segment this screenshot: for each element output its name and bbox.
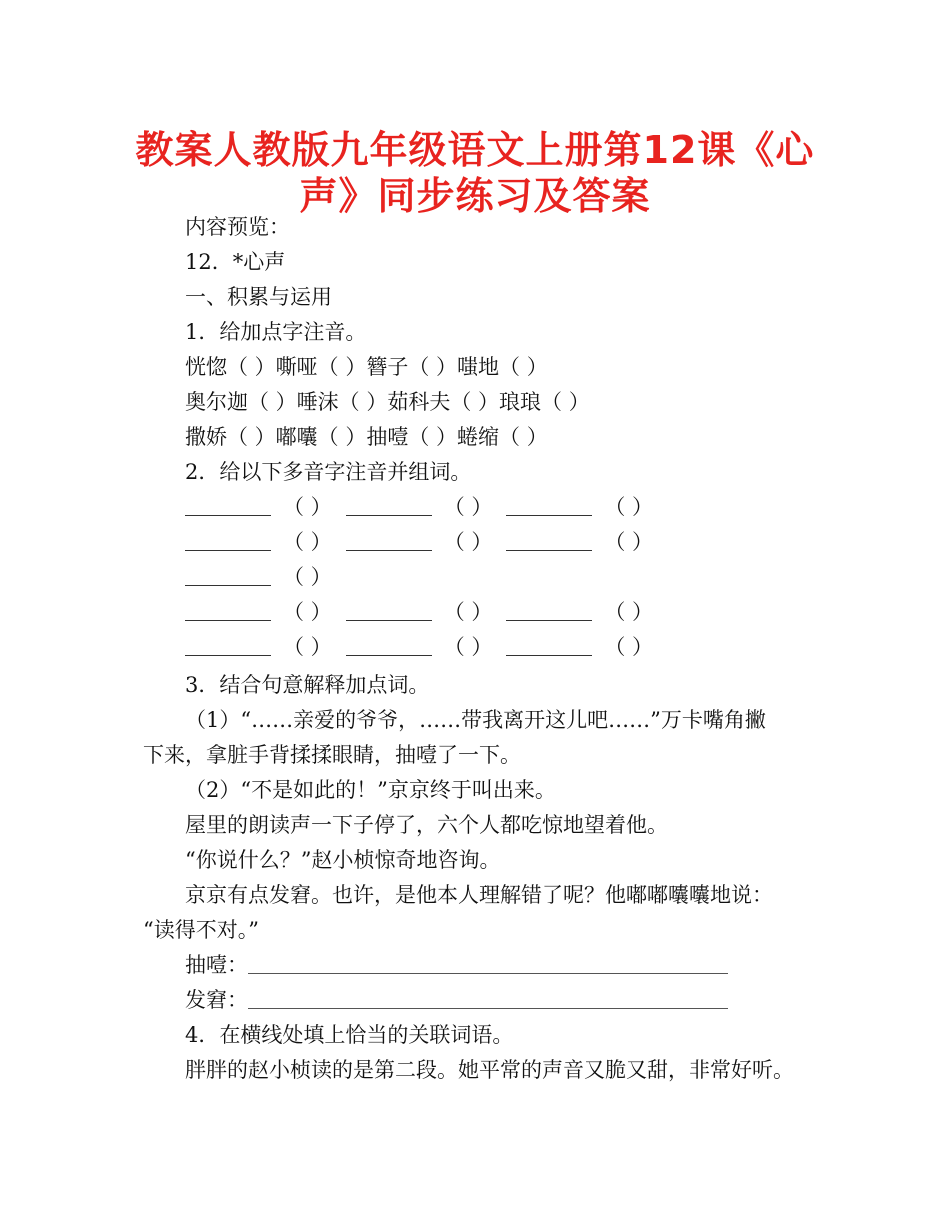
pinyin-paren: （ ） xyxy=(443,495,493,519)
pinyin-paren: （ ） xyxy=(604,530,654,554)
question-3-passage-5b: “读得不对。” xyxy=(143,918,259,942)
pinyin-paren: （ ） xyxy=(443,600,493,624)
question-4-passage: 胖胖的赵小桢读的是第二段。她平常的声音又脆又甜，非常好听。 xyxy=(185,1058,794,1082)
question-1-row-3: 撒娇（ ）嘟囔（ ）抽噎（ ）蜷缩（ ） xyxy=(185,425,548,449)
question-3-passage-3: 屋里的朗读声一下子停了，六个人都吃惊地望着他。 xyxy=(185,813,668,837)
answer-blank[interactable] xyxy=(185,567,271,586)
pinyin-paren: （ ） xyxy=(604,495,654,519)
question-3-passage-2: （2）“不是如此的！”京京终于叫出来。 xyxy=(185,778,556,802)
answer-blank[interactable] xyxy=(185,497,271,516)
pinyin-paren: （ ） xyxy=(283,495,332,519)
answer-blank[interactable] xyxy=(506,637,592,656)
answer-blank[interactable] xyxy=(506,532,592,551)
pinyin-paren: （ ） xyxy=(283,565,332,589)
lesson-heading: 12．*心声 xyxy=(185,250,286,274)
pinyin-paren: （ ） xyxy=(283,600,332,624)
document-title-line-1: 教案人教版九年级语文上册第12课《心 xyxy=(135,128,815,172)
pinyin-paren: （ ） xyxy=(283,530,332,554)
preview-label: 内容预览： xyxy=(185,215,290,239)
answer-blank[interactable] xyxy=(506,497,592,516)
term-label-choke: 抽噎： xyxy=(185,953,248,977)
question-3-passage-5a: 京京有点发窘。也许，是他本人理解错了呢？他嘟嘟囔囔地说： xyxy=(185,883,773,907)
question-1-row-1: 恍惚（ ）嘶哑（ ）簪子（ ）嗤地（ ） xyxy=(185,355,548,379)
blank-row xyxy=(185,597,667,627)
question-1-prompt: 1．给加点字注音。 xyxy=(185,320,367,344)
answer-blank[interactable] xyxy=(346,497,432,516)
term-label-embarrassed: 发窘： xyxy=(185,988,248,1012)
question-3-passage-4: “你说什么？”赵小桢惊奇地咨询。 xyxy=(185,848,501,872)
question-1-row-2: 奥尔迦（ ）唾沫（ ）茹科夫（ ）琅琅（ ） xyxy=(185,390,590,414)
answer-blank[interactable] xyxy=(185,532,271,551)
question-4-prompt: 4．在横线处填上恰当的关联词语。 xyxy=(185,1023,514,1047)
pinyin-paren: （ ） xyxy=(443,530,493,554)
blank-row xyxy=(185,527,667,557)
answer-line-embarrassed[interactable] xyxy=(248,1008,728,1009)
question-3-passage-1b: 下来，拿脏手背揉揉眼睛，抽噎了一下。 xyxy=(143,743,521,767)
answer-blank[interactable] xyxy=(346,602,432,621)
pinyin-paren: （ ） xyxy=(443,635,493,659)
blank-row xyxy=(185,632,667,662)
answer-blank[interactable] xyxy=(506,602,592,621)
pinyin-paren: （ ） xyxy=(604,635,654,659)
section-heading: 一、积累与运用 xyxy=(185,285,332,309)
answer-blank[interactable] xyxy=(346,637,432,656)
answer-blank[interactable] xyxy=(185,602,271,621)
blank-row xyxy=(185,562,346,592)
document-title-line-2: 声》同步练习及答案 xyxy=(299,174,651,218)
pinyin-paren: （ ） xyxy=(604,600,654,624)
answer-blank[interactable] xyxy=(185,637,271,656)
blank-row xyxy=(185,492,667,522)
answer-line-choke[interactable] xyxy=(248,973,728,974)
question-3-prompt: 3．结合句意解释加点词。 xyxy=(185,673,430,697)
question-3-passage-1a: （1）“……亲爱的爷爷，……带我离开这儿吧……”万卡嘴角撇 xyxy=(185,708,766,732)
pinyin-paren: （ ） xyxy=(283,635,332,659)
answer-blank[interactable] xyxy=(346,532,432,551)
question-2-prompt: 2．给以下多音字注音并组词。 xyxy=(185,460,472,484)
